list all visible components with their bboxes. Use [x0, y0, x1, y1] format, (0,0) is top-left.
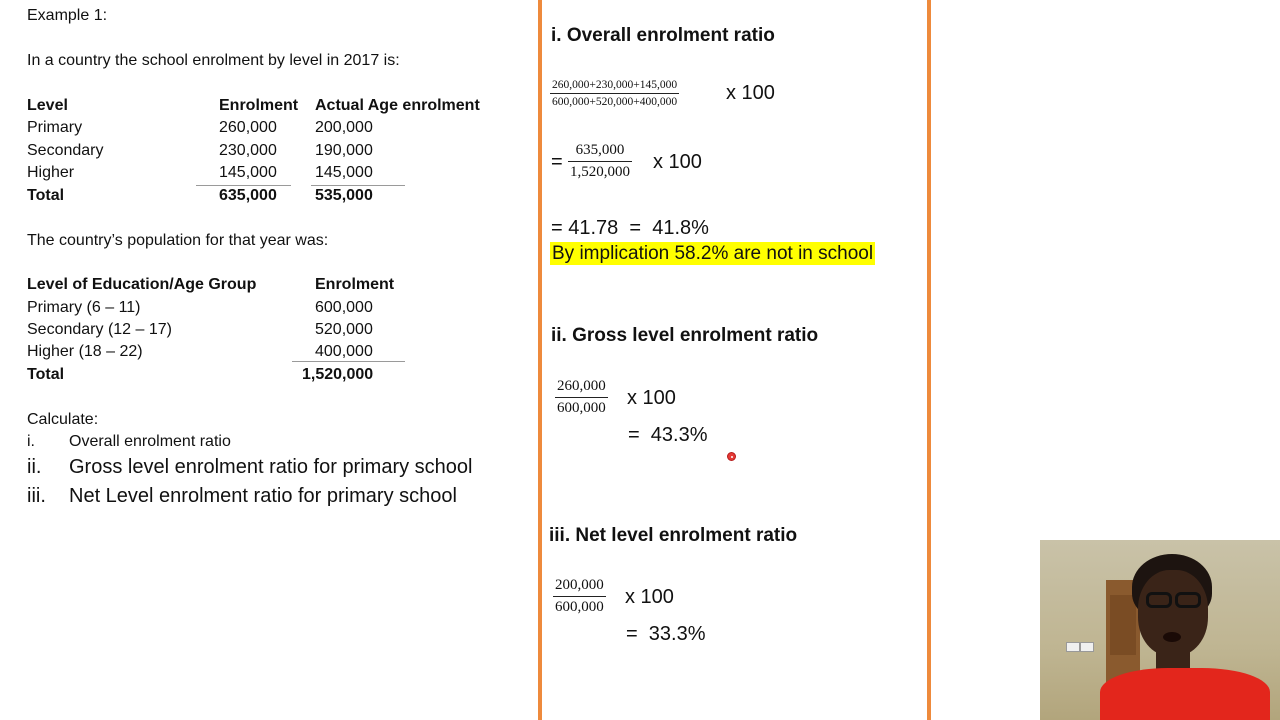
table-cell: Higher: [27, 164, 75, 181]
question-text: Overall enrolment ratio: [69, 433, 231, 450]
question-text: Gross level enrolment ratio for primary school: [69, 456, 473, 478]
fraction-overall-total: [568, 142, 632, 181]
wall-socket: [1080, 642, 1094, 652]
fraction-numerator: 260,000: [557, 378, 606, 394]
table-header: Enrolment: [219, 97, 299, 114]
glasses-left: [1146, 592, 1172, 608]
table-cell: 200,000: [315, 119, 373, 136]
presenter-face: [1138, 570, 1208, 656]
question-number: i.: [27, 433, 35, 450]
fraction-net: [553, 577, 606, 616]
example-title: Example 1:: [27, 7, 108, 24]
implication-text: By implication 58.2% are not in school: [552, 243, 874, 264]
fraction-bar: [568, 161, 632, 162]
question-number: ii.: [27, 456, 42, 478]
section-title-gross: ii. Gross level enrolment ratio: [551, 325, 819, 346]
fraction-numerator: 635,000: [575, 142, 625, 158]
presenter-shirt: [1100, 668, 1270, 720]
net-result: = 33.3%: [626, 623, 706, 645]
table-header: Actual Age enrolment: [315, 97, 480, 114]
table-cell: 400,000: [315, 343, 373, 360]
question-text: Net Level enrolment ratio for primary school: [69, 485, 457, 507]
table-cell: Primary: [27, 119, 83, 136]
implication-highlight: [550, 243, 875, 265]
laser-pointer-icon: [727, 452, 736, 461]
presenter-mouth: [1163, 632, 1181, 642]
table-cell: 190,000: [315, 142, 373, 159]
overall-result: = 41.78 = 41.8%: [551, 217, 709, 239]
table-cell: Secondary (12 – 17): [27, 321, 172, 338]
table-cell: 145,000: [315, 164, 373, 181]
orange-divider-left: [538, 0, 542, 720]
table-header: Level of Education/Age Group: [27, 276, 257, 293]
orange-divider-right: [927, 0, 931, 720]
table-header: Level: [27, 97, 68, 114]
fraction-gross: [555, 378, 608, 417]
fraction-bar: [555, 397, 608, 398]
section-title-overall: i. Overall enrolment ratio: [551, 25, 775, 46]
multiply-text: x 100: [625, 586, 674, 608]
total-label: Total: [27, 366, 65, 383]
table-header: Enrolment: [315, 276, 395, 293]
table-cell: 145,000: [219, 164, 277, 181]
fraction-denominator: 1,520,000: [570, 164, 630, 180]
multiply-text: x 100: [627, 387, 676, 409]
section-title-net: iii. Net level enrolment ratio: [549, 525, 798, 546]
equals-sign: =: [551, 151, 563, 173]
fraction-overall-sum: [550, 79, 679, 108]
fraction-denominator: 600,000+520,000+400,000: [552, 96, 678, 108]
calculate-label: Calculate:: [27, 411, 99, 428]
fraction-bar: [550, 93, 679, 94]
table-cell: 520,000: [315, 321, 373, 338]
total-label: Total: [27, 187, 65, 204]
fraction-numerator: 200,000: [555, 577, 604, 593]
wall-socket: [1066, 642, 1080, 652]
total-value: 635,000: [219, 187, 277, 204]
fraction-denominator: 600,000: [555, 599, 604, 615]
table-cell: 260,000: [219, 119, 277, 136]
table-cell: Higher (18 – 22): [27, 343, 143, 360]
fraction-denominator: 600,000: [557, 400, 606, 416]
table-cell: 230,000: [219, 142, 277, 159]
fraction-bar: [553, 596, 606, 597]
background-door-panel: [1110, 595, 1136, 655]
total-value: 535,000: [315, 187, 373, 204]
multiply-text: x 100: [653, 151, 702, 173]
table-cell: Primary (6 – 11): [27, 299, 141, 316]
gross-result: = 43.3%: [628, 424, 708, 446]
question-number: iii.: [27, 485, 46, 507]
intro-text: In a country the school enrolment by level in 2017 is:: [27, 52, 400, 69]
population-intro: The country’s population for that year was:: [27, 232, 329, 249]
table-cell: Secondary: [27, 142, 104, 159]
webcam-overlay: [1040, 540, 1280, 720]
sum-line: [292, 361, 405, 362]
fraction-numerator: 260,000+230,000+145,000: [552, 79, 678, 91]
glasses-right: [1175, 592, 1201, 608]
multiply-text: x 100: [726, 82, 775, 104]
table-cell: 600,000: [315, 299, 373, 316]
total-value: 1,520,000: [302, 366, 374, 383]
